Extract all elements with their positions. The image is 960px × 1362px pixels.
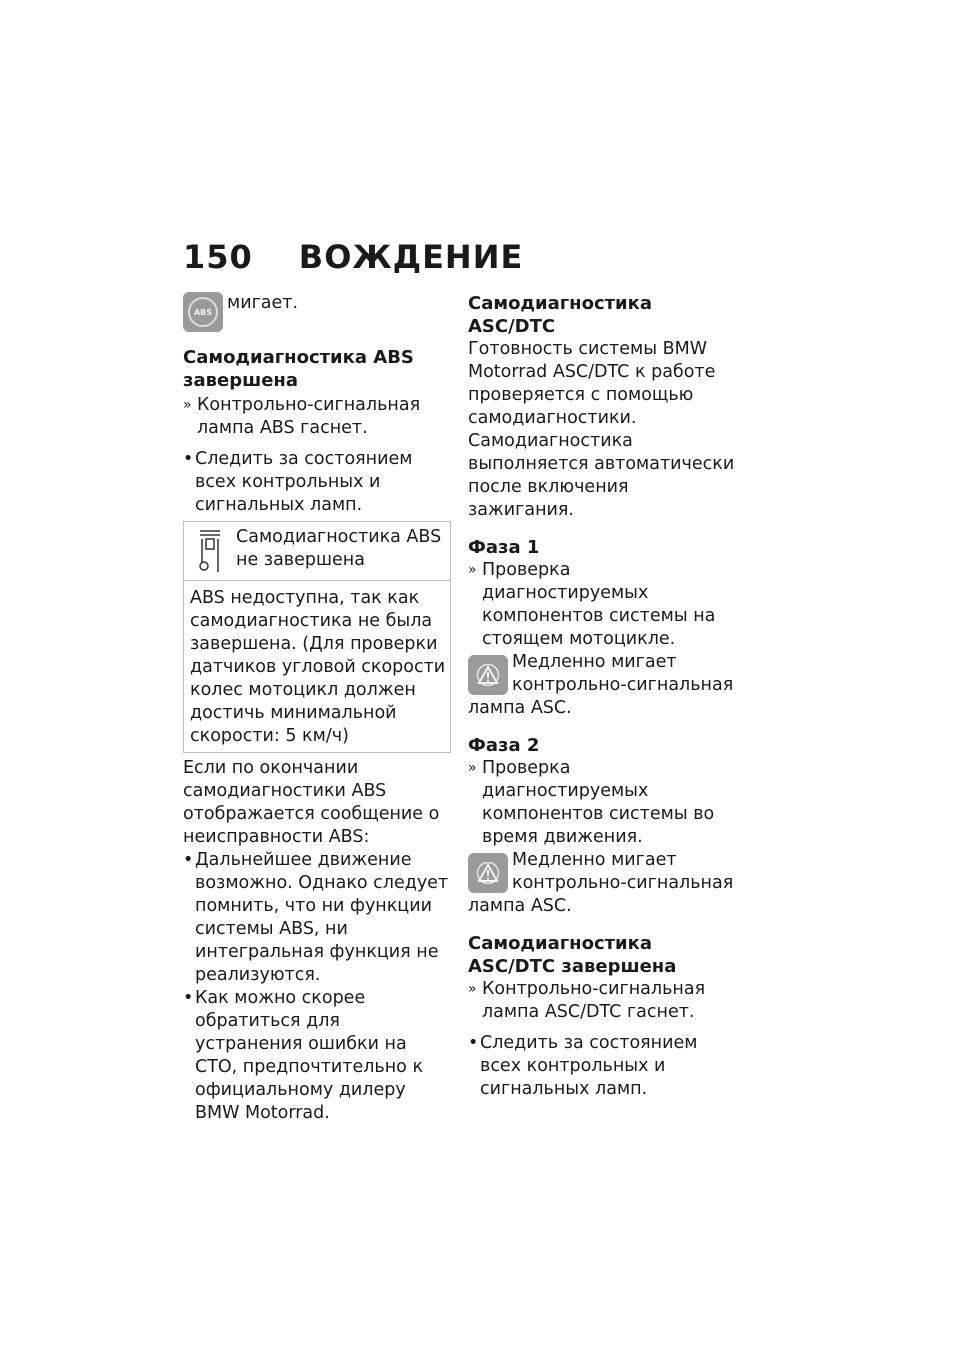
step-arrow-icon: »	[183, 397, 192, 413]
abs-fault-bullet-1: • Дальнейшее движение возможно. Однако следует помнить, что ни функции системы ABS, ни интегральная функция не реализуются.	[183, 850, 449, 985]
page-header	[183, 238, 523, 284]
abs-warning-lamp-icon: ABS	[183, 292, 223, 332]
bullet-icon: •	[183, 449, 194, 469]
asc-done-heading: Самодиагностика ASC/DTC завершена	[468, 933, 677, 977]
abs-blink-row	[183, 292, 451, 332]
phase2-lamp-row	[468, 849, 736, 918]
note-body: ABS недоступна, так как самодиагностика не была завершена. (Для проверки датчиков угловой скорости колес мотоцикл должен достичь минимальной скорости: 5 км/ч)	[190, 588, 446, 746]
step-arrow-icon: »	[468, 562, 477, 578]
chapter-title: ВОЖДЕНИЕ	[298, 238, 524, 276]
phase2-step: » Проверка диагностируемых компонентов системы во время движения.	[468, 758, 715, 847]
asc-warning-lamp-icon	[468, 853, 508, 893]
asc-done-bullet: • Следить за состоянием всех контрольных и сигнальных ламп.	[468, 1033, 698, 1099]
abs-blink-text: мигает.	[227, 293, 299, 313]
asc-warning-lamp-icon	[468, 655, 508, 695]
phase1-lamp-text: Медленно мигает контрольно-сигнальная лампа ASC.	[468, 652, 734, 718]
note-title: Самодиагностика ABS не завершена	[236, 527, 442, 570]
abs-fault-text: Если по окончании самодиагностики ABS отображается сообщение о неисправности ABS:	[183, 758, 440, 847]
bullet-icon: •	[183, 988, 194, 1008]
asc-heading: Самодиагностика ASC/DTC	[468, 293, 653, 337]
phase2-heading: Фаза 2	[468, 735, 540, 756]
asc-intro: Готовность системы BMW Motorrad ASC/DTC к работе проверяется с помощью самодиагностики. Самодиагностика выполняется автоматически после включения зажигания.	[468, 339, 735, 520]
page-number: 150	[183, 238, 253, 276]
note-box	[183, 521, 451, 753]
step-arrow-icon: »	[468, 760, 477, 776]
phase1-lamp-row	[468, 651, 736, 720]
step-arrow-icon: »	[468, 981, 477, 997]
abs-done-step: » Контрольно-сигнальная лампа ABS гаснет.	[183, 395, 421, 438]
asc-done-step: » Контрольно-сигнальная лампа ASC/DTC гаснет.	[468, 979, 706, 1022]
abs-fault-bullet-2: • Как можно скорее обратиться для устранения ошибки на СТО, предпочтительно к официальному дилеру BMW Motorrad.	[183, 988, 424, 1123]
abs-done-heading: Самодиагностика ABS завершена	[183, 347, 414, 391]
abs-done-bullet: • Следить за состоянием всех контрольных и сигнальных ламп.	[183, 449, 413, 515]
note-wrench-icon	[198, 528, 222, 572]
bullet-icon: •	[468, 1033, 479, 1053]
right-column	[468, 292, 736, 1101]
bullet-icon: •	[183, 850, 194, 870]
left-column	[183, 292, 451, 1125]
phase2-lamp-text: Медленно мигает контрольно-сигнальная лампа ASC.	[468, 850, 734, 916]
phase1-heading: Фаза 1	[468, 537, 540, 558]
phase1-step: » Проверка диагностируемых компонентов системы на стоящем мотоцикле.	[468, 560, 716, 649]
note-box-header	[184, 522, 450, 581]
